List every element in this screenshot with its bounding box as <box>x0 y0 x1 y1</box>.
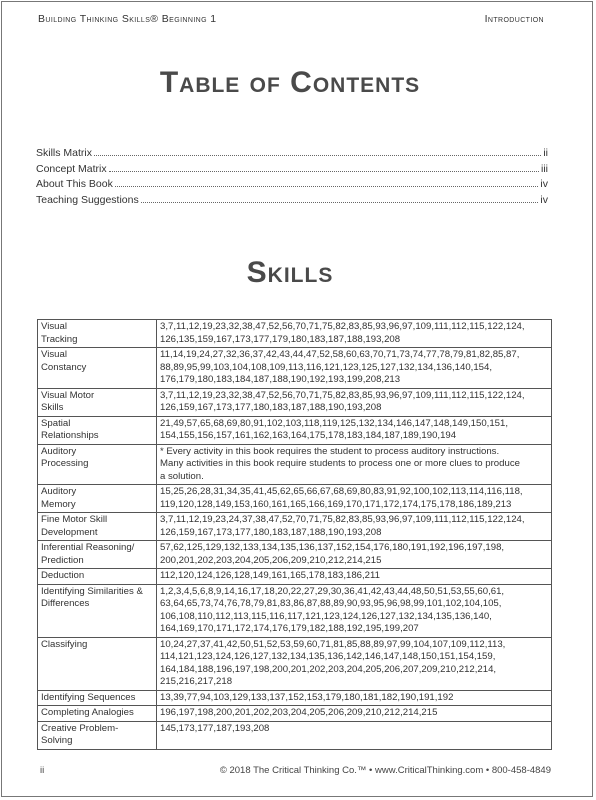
skills-table <box>37 319 552 750</box>
skill-pages-cell: 11,14,19,24,27,32,36,37,42,43,44,47,52,58,60,63,70,71,73,74,77,78,79,81,82,85,87, 88,89,95,99,103,104,108,109,113,116,121,123,125,127,132,134,136,140,154, 176,179,180,183,184,187,188,190,192,193,199,208,213 <box>157 348 552 389</box>
toc-entry-label: Skills Matrix <box>36 147 93 159</box>
skill-name-cell <box>38 706 157 722</box>
skill-pages-cell: 15,25,26,28,31,34,35,41,45,62,65,66,67,68,69,80,83,91,92,100,102,113,114,116,118, 119,120,128,149,153,160,161,165,166,169,170,171,172,174,175,178,186,189,213 <box>157 485 552 513</box>
skill-name-cell <box>38 348 157 389</box>
skill-name-cell <box>38 541 157 569</box>
skill-name: Completing Analogies <box>41 707 134 718</box>
table-row <box>38 569 552 585</box>
table-row <box>38 513 552 541</box>
table-row <box>38 320 552 348</box>
table-row <box>38 444 552 485</box>
table-of-contents <box>36 146 548 208</box>
table-row <box>38 416 552 444</box>
skill-name: Identifying Sequences <box>41 691 136 703</box>
skill-pages-cell: 3,7,11,12,19,23,32,38,47,52,56,70,71,75,82,83,85,93,96,97,109,111,112,115,122,124, 126,159,167,173,177,180,183,187,188,190,193,208 <box>157 388 552 416</box>
skill-name-cell <box>38 416 157 444</box>
toc-dot-leader <box>115 177 539 187</box>
skill-pages-cell: * Every activity in this book requires the student to process auditory instructions. Many activities in this book require students to process one or more clues to produce a solution. <box>157 444 552 485</box>
skill-pages-cell: 3,7,11,12,19,23,32,38,47,52,56,70,71,75,82,83,85,93,96,97,109,111,112,115,122,124, 126,135,159,167,173,177,179,180,183,187,188,193,208 <box>157 320 552 348</box>
skill-name-cell <box>38 690 157 706</box>
skill-pages-cell: 13,39,77,94,103,129,133,137,152,153,179,180,181,182,190,191,192 <box>157 690 552 706</box>
skill-name: Fine Motor Skill Development <box>41 514 108 538</box>
skill-name-cell <box>38 637 157 690</box>
toc-entry <box>36 146 548 162</box>
skill-name: Deduction <box>41 570 85 581</box>
toc-dot-leader <box>94 146 541 156</box>
table-row <box>38 541 552 569</box>
table-row <box>38 348 552 389</box>
running-header-title: Building Thinking Skills® Beginning 1 <box>38 13 217 25</box>
toc-entry <box>36 162 548 178</box>
skill-pages-cell: 3,7,11,12,19,23,24,37,38,47,52,70,71,75,82,83,85,93,96,97,109,111,112,115,122,124, 126,159,167,173,177,180,183,187,188,190,193,208 <box>157 513 552 541</box>
table-row <box>38 388 552 416</box>
skill-pages-cell: 145,173,177,187,193,208 <box>157 721 552 749</box>
skill-pages-cell: 57,62,125,129,132,133,134,135,136,137,152,154,176,180,191,192,196,197,198, 200,201,202,203,204,205,206,209,210,212,214,215 <box>157 541 552 569</box>
toc-entry-label: Teaching Suggestions <box>36 193 139 206</box>
toc-entry-page: iii <box>541 162 548 175</box>
skill-name-cell <box>38 513 157 541</box>
table-row <box>38 706 552 722</box>
skill-name: Creative Problem- Solving <box>41 722 119 746</box>
page-number: ii <box>40 765 45 776</box>
page-title: Table of Contents <box>159 66 421 99</box>
toc-dot-leader <box>109 162 539 172</box>
skill-name: Identifying Similarities & Differences <box>41 585 143 609</box>
toc-dot-leader <box>141 193 539 203</box>
toc-entry-page: iv <box>540 193 548 206</box>
skill-name-cell <box>38 721 157 749</box>
copyright-footer: © 2018 The Critical Thinking Co.™ • www.CriticalThinking.com • 800-458-4849 <box>219 765 551 776</box>
skill-pages-cell: 21,49,57,65,68,69,80,91,102,103,118,119,125,132,134,146,147,148,149,150,151, 154,155,156,157,161,162,163,164,175,178,183,184,187,189,190,194 <box>157 416 552 444</box>
skill-name-cell <box>38 485 157 513</box>
toc-entry-page: ii <box>543 147 548 159</box>
skill-name: Inferential Reasoning/ Prediction <box>41 542 135 566</box>
skill-name-cell <box>38 444 157 485</box>
skills-heading: Skills <box>246 256 334 289</box>
skill-name: Auditory Memory <box>41 486 77 510</box>
skill-name: Auditory Processing <box>41 445 89 469</box>
skill-name: Visual Constancy <box>41 349 87 373</box>
skill-pages-cell: 1,2,3,4,5,6,8,9,14,16,17,18,20,22,27,29,30,36,41,42,43,44,48,50,51,53,55,60,61, 63,64,65,73,74,76,78,79,81,83,86,87,88,89,90,93,95,96,98,99,101,102,104,105, 106,108,110,112,113,115,116,117,121,123,124,126,127,132,134,135,136,140, 164,169,170,171,172,174,176,179,182,188,192,195,199,207 <box>157 584 552 637</box>
skill-pages-cell: 10,24,27,37,41,42,50,51,52,53,59,60,71,81,85,88,89,97,99,104,107,109,112,113, 114,121,123,124,126,127,132,134,135,136,142,146,147,148,150,151,154,159, 164,184,188,196,197,198,200,201,202,203,204,205,206,207,209,210,212,214, 215,216,217,218 <box>157 637 552 690</box>
skill-name-cell <box>38 388 157 416</box>
skill-name: Visual Motor Skills <box>41 389 95 413</box>
skill-pages-cell: 112,120,124,126,128,149,161,165,178,183,186,211 <box>157 569 552 585</box>
table-row <box>38 637 552 690</box>
toc-entry-label: Concept Matrix <box>36 162 107 175</box>
table-row <box>38 485 552 513</box>
toc-entry-page: iv <box>540 178 548 190</box>
skill-pages-cell: 196,197,198,200,201,202,203,204,205,206,209,210,212,214,215 <box>157 706 552 722</box>
toc-entry-label: About This Book <box>36 178 113 190</box>
skill-name: Spatial Relationships <box>41 417 99 441</box>
skill-name: Classifying <box>41 638 88 650</box>
table-row <box>38 721 552 749</box>
skill-name-cell <box>38 320 157 348</box>
toc-entry <box>36 177 548 193</box>
table-row <box>38 690 552 706</box>
skill-name-cell <box>38 569 157 585</box>
table-row <box>38 584 552 637</box>
skill-name: Visual Tracking <box>41 321 78 345</box>
running-header-section: Introduction <box>484 13 544 25</box>
toc-entry <box>36 193 548 209</box>
skill-name-cell <box>38 584 157 637</box>
